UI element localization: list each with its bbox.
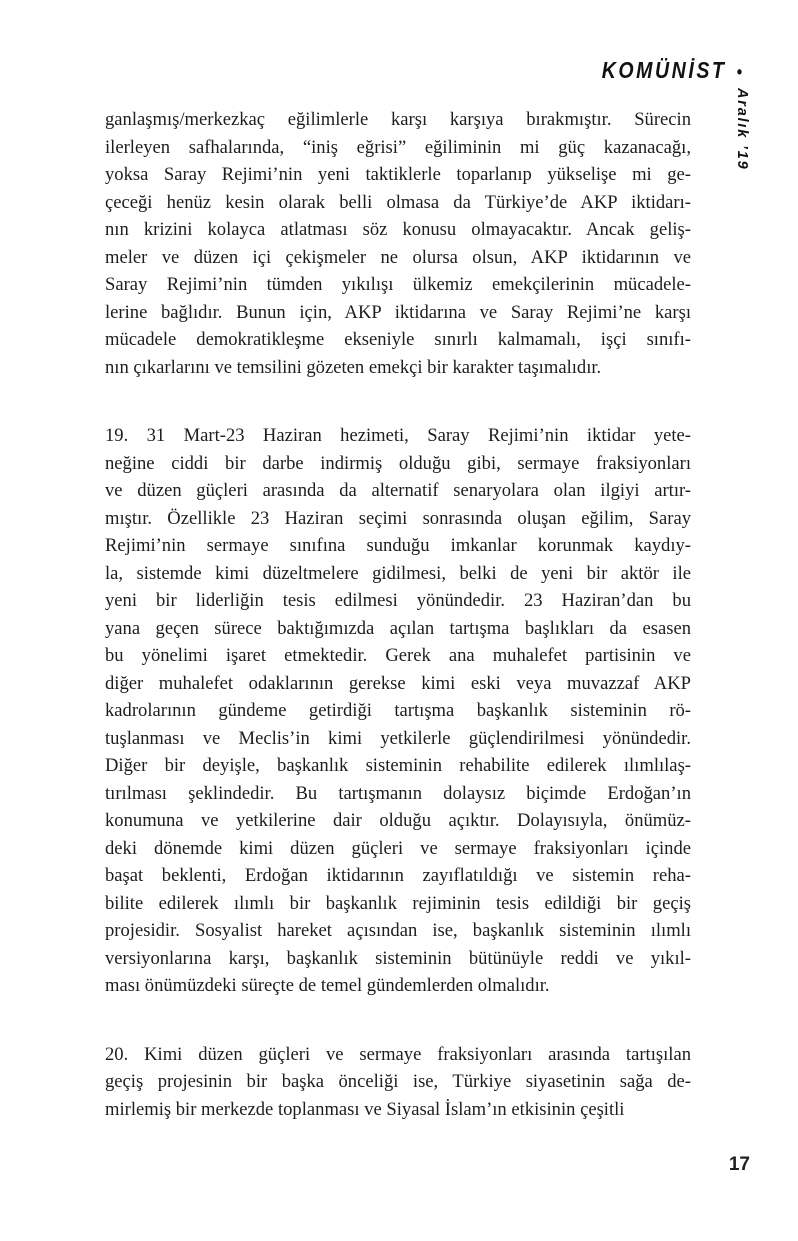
text-line: ve düzen güçleri arasında da alternatif senaryolara olan ilgiyi artır- [105,480,691,501]
page-number: 17 [728,1154,750,1175]
text-line: Saray Rejimi’nin tümden yıkılışı ülkemiz emekçilerinin mücadele- [105,274,691,295]
text-line: yoksa Saray Rejimi’nin yeni taktiklerle toparlanıp yükselişe mi ge- [105,164,691,185]
paragraph [105,422,691,1000]
bullet-separator-icon: • [736,61,742,82]
text-line: tırılması şeklindedir. Bu tartışmanın dolaysız biçimde Erdoğan’ın [105,782,691,804]
issue-date-vertical: Aralık ’19 [734,88,750,171]
text-line: 19. 31 Mart-23 Haziran hezimeti, Saray Rejimi’nin iktidar yete- [105,425,691,446]
text-line: Rejimi’nin sermaye sınıfına sunduğu imkanlar korunmak kaydıy- [105,535,691,556]
text-line: konumuna ve yetkilerine dair olduğu açıktır. Dolayısıyla, önümüz- [105,810,691,831]
article-body [105,106,691,1123]
text-line: diğer muhalefet odaklarının gerekse kimi eski veya muvazzaf AKP [105,672,691,694]
paragraph [105,106,691,381]
journal-title: KOMÜNİST [601,57,727,83]
text-line: çeceği henüz kesin olarak belli olmasa da Türkiye’de AKP iktidarı- [105,191,691,213]
text-line: yeni bir liderliğin tesis edilmesi yönündedir. 23 Haziran’dan bu [105,590,691,611]
text-line: mücadele demokratikleşme ekseniyle sınırlı kalmamalı, işçi sınıfı- [105,329,691,350]
text-line: nın çıkarlarını ve temsilini gözeten emekçi bir karakter taşımalıdır. [105,356,602,378]
text-line: Diğer bir deyişle, başkanlık sisteminin rehabilite edilerek ılımlılaş- [105,755,691,776]
text-line: geçiş projesinin bir başka önceliği ise, Türkiye siyasetinin sağa de- [105,1071,691,1092]
text-line: mirlemiş bir merkezde toplanması ve Siyasal İslam’ın etkisinin çeşitli [105,1098,625,1120]
text-line: başat beklenti, Erdoğan iktidarının zayıflatıldığı ve sistemin reha- [105,865,691,886]
paragraph [105,1041,691,1124]
text-line: ilerleyen safhalarında, “iniş eğrisi” eğiliminin mi güç kazanacağı, [105,136,691,158]
text-line: tuşlanması ve Meclis’in kimi yetkilerle güçlendirilmesi yönündedir. [105,727,691,749]
text-line: yana geçen sürece baktığımızda açılan tartışma başlıkları da esasen [105,617,691,639]
text-line: mıştır. Özellikle 23 Haziran seçimi sonrasında oluşan eğilim, Saray [105,507,691,529]
text-line: neğine ciddi bir darbe indirmiş olduğu gibi, sermaye fraksiyonları [105,452,691,474]
text-line: deki dönemde kimi düzen güçleri ve sermaye fraksiyonları içinde [105,837,691,859]
text-line: bu yönelimi işaret etmektedir. Gerek ana muhalefet partisinin ve [105,645,691,666]
text-line: ganlaşmış/merkezkaç eğilimlerle karşı karşıya bırakmıştır. Sürecin [105,109,691,130]
text-line: projesidir. Sosyalist hareket açısından ise, başkanlık sisteminin ılımlı [105,920,691,941]
text-line: la, sistemde kimi düzeltmelere gidilmesi, belki de yeni bir aktör ile [105,562,691,584]
text-line: versiyonlarına karşı, başkanlık sisteminin bütünüyle reddi ve yıkıl- [105,947,691,969]
text-line: 20. Kimi düzen güçleri ve sermaye fraksiyonları arasında tartışılan [105,1043,691,1065]
text-line: bilite edilerek ılımlı bir başkanlık rejiminin tesis edildiği bir geçiş [105,892,691,914]
journal-masthead [602,57,742,84]
text-line: lerine bağlıdır. Bunun için, AKP iktidarına ve Saray Rejimi’ne karşı [105,301,691,323]
text-line: nın krizini kolayca atlatması söz konusu olmayacaktır. Ancak geliş- [105,219,691,240]
text-line: ması önümüzdeki süreçte de temel gündemlerden olmalıdır. [105,975,550,996]
text-line: kadrolarının gündeme getirdiği tartışma başkanlık sisteminin rö- [105,700,691,721]
text-line: meler ve düzen içi çekişmeler ne olursa olsun, AKP iktidarının ve [105,246,691,268]
